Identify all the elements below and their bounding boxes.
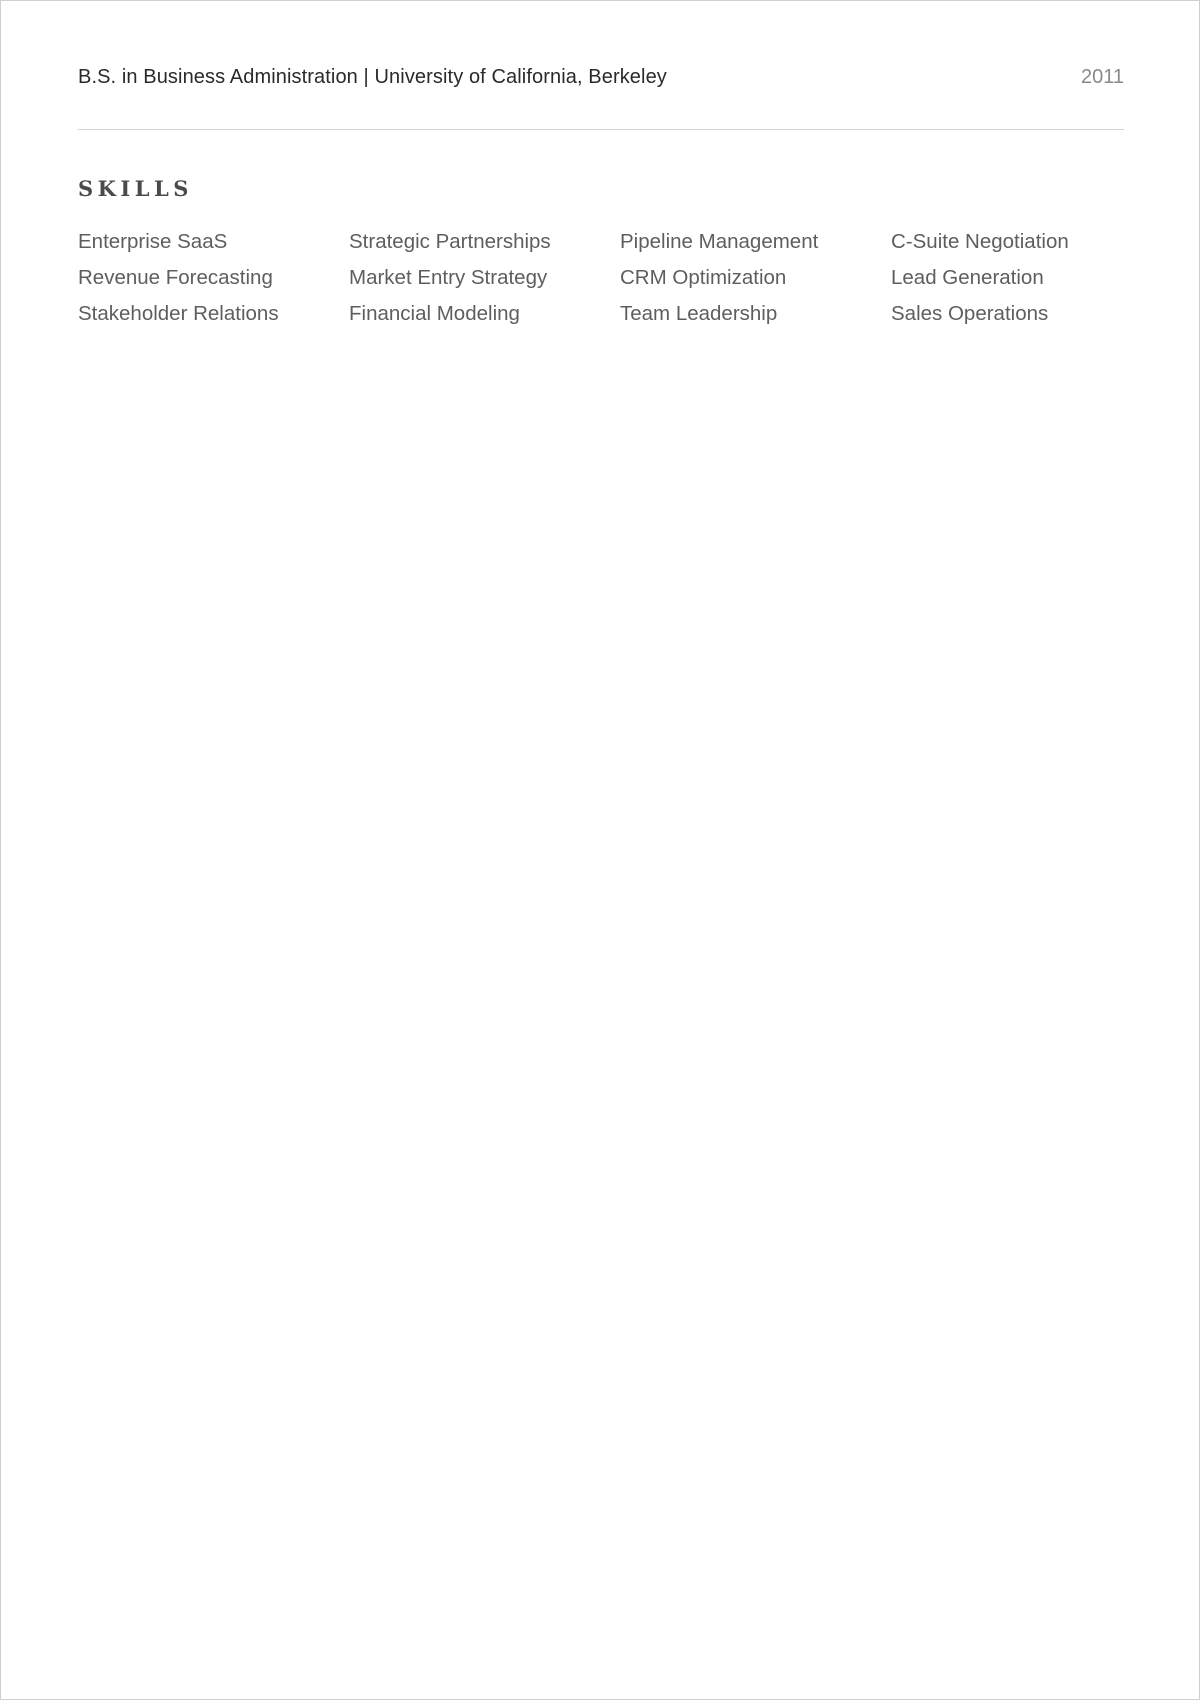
- skill-item: Stakeholder Relations: [78, 302, 279, 325]
- skill-item: Strategic Partnerships: [349, 230, 551, 253]
- skill-item: Pipeline Management: [620, 230, 819, 253]
- skill-item: Market Entry Strategy: [349, 266, 548, 289]
- skills-heading: SKILLS: [78, 176, 193, 201]
- skill-item: Enterprise SaaS: [78, 230, 228, 253]
- skill-item: Team Leadership: [620, 302, 778, 325]
- skill-item: Lead Generation: [891, 266, 1044, 289]
- education-entry: [78, 61, 1124, 93]
- skill-item: Financial Modeling: [349, 302, 520, 325]
- education-year: 2011: [1080, 65, 1124, 88]
- skill-item: C-Suite Negotiation: [891, 230, 1069, 253]
- section-divider: [78, 129, 1124, 130]
- skill-item: CRM Optimization: [620, 266, 787, 289]
- skills-list: [78, 225, 1162, 333]
- education-degree: B.S. in Business Administration | University of California, Berkeley: [78, 65, 667, 88]
- skill-item: Revenue Forecasting: [78, 266, 273, 289]
- skill-item: Sales Operations: [891, 302, 1049, 325]
